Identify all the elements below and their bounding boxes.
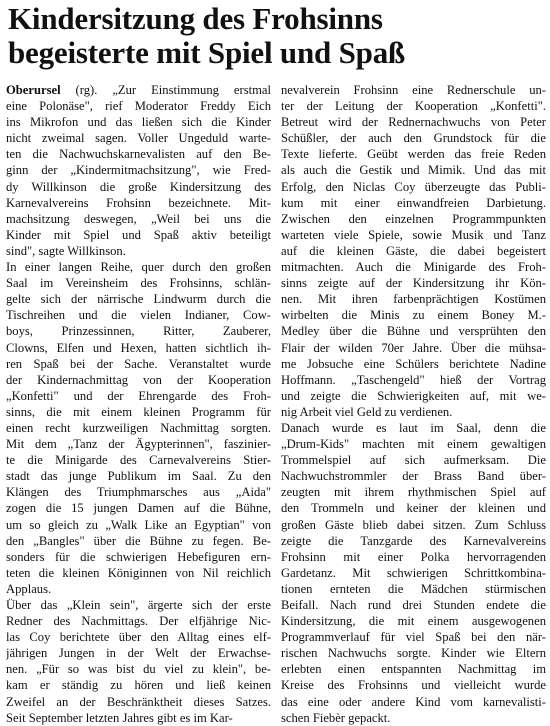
headline bbox=[8, 2, 546, 70]
article-line: „Konfetti" und der Ehrengarde des Froh- bbox=[6, 388, 271, 403]
article-line: Programmverlauf für viel Spaß bei den när- bbox=[281, 630, 546, 645]
article-line: schen Fiebèr gepackt. bbox=[281, 710, 391, 725]
article-body bbox=[6, 82, 546, 726]
article-line: Seit September letzten Jahres gibt es im Kar- bbox=[6, 710, 233, 725]
article-line: sind", sagte Willkinson. bbox=[6, 243, 126, 258]
article-line: zogen die 15 jungen Damen auf die Bühne, bbox=[6, 501, 271, 516]
article-line: eine Polonäse", rief Moderator Freddy Eich bbox=[6, 99, 271, 114]
article-line: las Coy berichtete über den Alltag eines elf- bbox=[6, 630, 271, 645]
article-line: Gardetanz. Mit schwierigen Schrittkombina- bbox=[281, 565, 546, 580]
article-line: kum mit einer einwandfreien Darbietung. bbox=[281, 195, 546, 210]
article-line: Hoffmann. „Taschengeld" hieß der Vortrag bbox=[281, 372, 546, 387]
article-line: ter der Leitung der Kooperation „Konfetti". bbox=[281, 99, 546, 114]
article-line: Klängen des Triumphmarsches aus „Aida" bbox=[6, 485, 271, 500]
article-line: „Drum-Kids" machten mit einem gewaltigen bbox=[281, 437, 546, 452]
article-line: auf die kleinen Gäste, die dabei begeistert bbox=[281, 243, 546, 258]
article-line: me Jobsuche eine Schülers berichtete Nadine bbox=[281, 356, 546, 371]
article-line: Kinder mit Spiel und Spaß aktiv beteiligt bbox=[6, 227, 271, 242]
article-line: nevalverein Frohsinn eine Rednerschule un- bbox=[281, 83, 546, 97]
article-line: Kindersitzung, die mit einem ausgewogenen bbox=[281, 614, 546, 629]
article-line: einen recht kurzweiligen Nachmittag sorgten. bbox=[6, 420, 271, 435]
article-line: nicht zweimal sagen. Voller Ungeduld warte- bbox=[6, 131, 271, 146]
article-line: Flair der wilden 70er Jahre. Über die mühsa- bbox=[281, 340, 546, 355]
article-line: Zweifel an der Beschränktheit dieses Satzes. bbox=[6, 694, 271, 709]
article-line: den „Bangles" über die Bühne zu fegen. Be- bbox=[6, 533, 271, 548]
article-line: ins Mikrofon und das ließen sich die Kinder bbox=[6, 115, 271, 130]
article-line: Danach wurde es laut im Saal, denn die bbox=[281, 420, 546, 435]
article-column-left bbox=[6, 82, 271, 726]
article-line: Schüßler, der auch den Grundstock für die bbox=[281, 131, 546, 146]
article-line: Texte lieferte. Geübt werden das freie Reden bbox=[281, 147, 546, 162]
article-line: den Trommeln und keiner der kleinen und bbox=[281, 501, 546, 516]
article-line: ten die Nachwuchskarnevalisten auf den Be- bbox=[6, 147, 271, 162]
article-line: Redner des Nachmittags. Der elfjährige Nic- bbox=[6, 614, 271, 629]
article-line: Zwischen den einzelnen Programmpunkten bbox=[281, 211, 546, 226]
article-line: Beifall. Nach rund drei Stunden endete die bbox=[281, 598, 546, 612]
article-line: Betreut wird der Rednernachwuchs von Peter bbox=[281, 115, 546, 130]
article-line: tionen ernteten die Mädchen stürmischen bbox=[281, 581, 546, 596]
article-line: Frohsinn mit einer Polka hervorragenden bbox=[281, 549, 546, 564]
article-line: nen. „Für so was bist du viel zu klein", be- bbox=[6, 662, 271, 677]
article-line: kam er ständig zu hören und ließ keinen bbox=[6, 678, 271, 693]
article-line: ren Spaß bei der Sache. Veranstaltet wurde bbox=[6, 356, 271, 371]
article-line: Applaus. bbox=[6, 581, 52, 596]
article-line: teten die kleinen Königinnen von Nil reichlich bbox=[6, 565, 271, 580]
article-line: stadt das junge Publikum im Saal. Zu den bbox=[6, 469, 271, 484]
article-line: Saal im Vereinsheim des Frohsinns, schlän- bbox=[6, 276, 271, 291]
headline-line: begeisterte mit Spiel und Spaß bbox=[8, 35, 406, 70]
article-line: sinns zeigte auf der Kindersitzung ihr Kön- bbox=[281, 276, 546, 291]
article-line: erlebten einen entspannten Nachmittag im bbox=[281, 662, 546, 677]
article-line: gelte sich der närrische Lindwurm durch die bbox=[6, 292, 271, 307]
article-line: und zeigte die Schwierigkeiten auf, mit we- bbox=[281, 388, 546, 403]
article-line: jährigen Jungen in der Welt der Erwachse- bbox=[6, 646, 271, 661]
article-line: In einer langen Reihe, quer durch den großen bbox=[6, 260, 271, 275]
article-line: Kreise des Frohsinns und vielleicht wurde bbox=[281, 678, 546, 693]
article-line: sinns, die mit einem kleinen Programm für bbox=[6, 404, 271, 419]
article-line: sonders für die schwierigen Hebefiguren ern- bbox=[6, 549, 271, 564]
article-line: als auch die Gestik und Mimik. Und das mit bbox=[281, 163, 546, 178]
article-line: Erfolg, den Niclas Coy überzeugte das Publi- bbox=[281, 179, 546, 194]
dateline: Oberursel bbox=[6, 83, 61, 97]
article-line: Nachwuchstrommler der Brass Band über- bbox=[281, 469, 546, 484]
article-line: ginn der „Kindermitmachsitzung", wie Fred- bbox=[6, 163, 271, 178]
article-line: warteten viele Spiele, sowie Musik und Tanz bbox=[281, 227, 546, 242]
article-line: Mit dem „Tanz der Ägypterinnen", faszinier- bbox=[6, 437, 271, 452]
article-line: te die Minigarde des Carnevalvereins Stier- bbox=[6, 453, 271, 468]
article-line: Karnevalvereins Frohsinn bezeichnete. Mit- bbox=[6, 195, 271, 210]
article-line: Clowns, Elfen und Hexen, hatten sichtlich ih- bbox=[6, 340, 271, 355]
article-line: boys, Prinzessinnen, Ritter, Zauberer, bbox=[6, 324, 271, 339]
article-line: Über das „Klein sein", ärgerte sich der erste bbox=[6, 598, 271, 612]
article-line: dy Willkinson die große Kindersitzung des bbox=[6, 179, 271, 194]
article-line: Medley über die Bühne und versprühten den bbox=[281, 324, 546, 339]
article-line: Tischreihen und die vielen Indianer, Cow- bbox=[6, 308, 271, 323]
article-line: um so gleich zu „Walk Like an Egyptian" von bbox=[6, 517, 271, 532]
article-line: zeigte die Tanzgarde des Karnevalvereins bbox=[281, 533, 546, 548]
article-line: wirbelten die Minis zu einem Boney M.- bbox=[281, 308, 546, 323]
article-line: machsitzung deswegen, „Weil bei uns die bbox=[6, 211, 271, 226]
article-line: nen. Mit ihren farbenprächtigen Kostümen bbox=[281, 292, 546, 307]
article-line: großen Gäste blieb dabei sitzen. Zum Schluss bbox=[281, 517, 546, 532]
article-line: mitmachten. Auch die Minigarde des Froh- bbox=[281, 260, 546, 275]
article-column-right bbox=[281, 82, 546, 726]
article-line: Trommelspiel auf sich aufmerksam. Die bbox=[281, 453, 546, 468]
article-line: rischen Nachwuchs sorgte. Kinder wie Eltern bbox=[281, 646, 546, 661]
article-line: nig Arbeit viel Geld zu verdienen. bbox=[281, 404, 453, 419]
article-line bbox=[6, 82, 271, 98]
article-line: der Kindernachmittag von der Kooperation bbox=[6, 372, 271, 387]
article-line: zeugten mit ihrem rhythmischen Spiel auf bbox=[281, 485, 546, 500]
article-line: das eine oder andere Kind vom karnevalisti- bbox=[281, 694, 546, 709]
headline-line: Kindersitzung des Frohsinns bbox=[8, 1, 383, 36]
article-line-text: (rg). „Zur Einstimmung erstmal bbox=[60, 83, 271, 97]
